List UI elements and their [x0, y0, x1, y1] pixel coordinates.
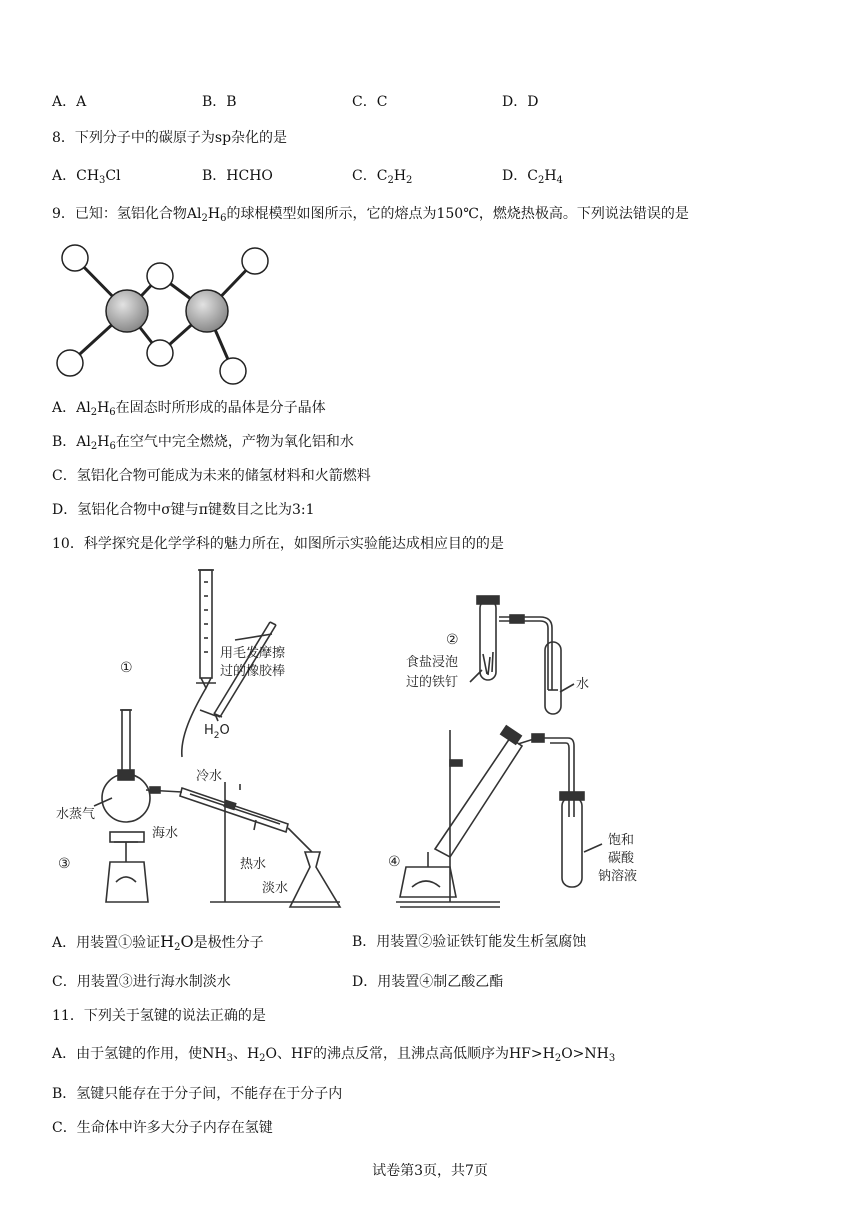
- q9-a-s1: 2: [90, 407, 98, 418]
- fresh-water-label: 淡水: [262, 881, 289, 896]
- al-atom-1: [106, 290, 148, 332]
- q11-option-b: B．氢键只能存在于分子间，不能存在于分子内: [52, 1086, 343, 1102]
- q11-a-1: A．由于氢键的作用，使NH: [52, 1046, 227, 1062]
- q10-a-2: 是极性分子: [193, 935, 264, 951]
- q10-option-a: [52, 932, 264, 953]
- q10-a-sub: 2: [174, 942, 181, 953]
- q8-d-c: C: [527, 168, 538, 184]
- al-atom-2: [186, 290, 228, 332]
- q9-option-d: D．氢铝化合物中σ键与π键数目之比为3:1: [52, 502, 315, 518]
- q8-a-tail: Cl: [105, 168, 121, 184]
- q8-stem: 8．下列分子中的碳原子为sp杂化的是: [52, 130, 288, 146]
- q9-stem-b: H: [207, 206, 221, 222]
- q11-a-s1: 3: [226, 1053, 233, 1064]
- q9-a-s2: 6: [109, 407, 116, 418]
- h-atom-3: [242, 248, 268, 274]
- q10-option-b: B．用装置②验证铁钉能发生析氢腐蚀: [352, 934, 587, 950]
- q9-stem: [52, 204, 689, 224]
- h2o-o: O: [219, 723, 230, 738]
- q8-a-prefix: A．: [52, 168, 77, 184]
- seawater-label: 海水: [152, 826, 179, 841]
- q8-c-c: C: [376, 168, 388, 184]
- q8-d-prefix: D．: [502, 168, 528, 184]
- q8-a-formula: CH: [76, 168, 100, 184]
- q7-option-a: A．A: [52, 94, 87, 110]
- q11-a-4: O>NH: [561, 1046, 609, 1062]
- h-atom-2: [147, 263, 173, 289]
- al2h6-ball-stick-model: [50, 236, 280, 386]
- q11-a-3: O、HF的沸点反常，且沸点高低顺序为HF>H: [265, 1046, 555, 1062]
- q11-a-s4: 3: [608, 1053, 616, 1064]
- apparatus-4-number: ④: [388, 854, 401, 870]
- q9-b-2: H: [97, 434, 110, 450]
- apparatus-1-number: ①: [120, 660, 133, 676]
- q9-stem-c: 的球棍模型如图所示，它的熔点为150℃，燃烧热极高。下列说法错误的是: [226, 206, 689, 222]
- q10-a-1: A．用装置①验证: [52, 935, 161, 951]
- q10-stem: 10．科学探究是化学学科的魅力所在，如图所示实验能达成相应目的的是: [52, 536, 504, 552]
- nail-label-1: 食盐浸泡: [406, 655, 459, 670]
- q11-option-a: [52, 1044, 615, 1064]
- q11-a-s2: 2: [259, 1053, 266, 1064]
- page-footer: 试卷第3页，共7页: [372, 1163, 488, 1179]
- hot-water-label: 热水: [240, 857, 267, 872]
- q7-option-b: B．B: [202, 94, 237, 110]
- h2o-label: [204, 723, 230, 741]
- q9-a-3: 在固态时所形成的晶体是分子晶体: [115, 400, 326, 416]
- q8-a-sub: 3: [99, 175, 106, 186]
- h2o-sub: 2: [213, 731, 220, 741]
- q9-option-a: [52, 398, 326, 418]
- q9-stem-sub1: 2: [201, 213, 208, 224]
- apparatus-3-number: ③: [58, 856, 71, 872]
- q8-d-h: H: [544, 168, 557, 184]
- h2o-h: H: [204, 723, 214, 738]
- q9-a-2: H: [97, 400, 110, 416]
- q10-a-h: H: [160, 932, 175, 951]
- q9-b-1: B．Al: [52, 434, 91, 450]
- cold-water-label: 冷水: [196, 769, 223, 784]
- nail-label-2: 过的铁钉: [406, 675, 459, 690]
- q9-stem-sub2: 6: [220, 213, 227, 224]
- q9-a-1: A．Al: [52, 400, 91, 416]
- q8-d-sub2: 4: [556, 175, 563, 186]
- q10-a-o: O: [180, 932, 194, 951]
- q8-option-a: [52, 166, 121, 186]
- saturated-label-1: 饱和: [608, 833, 635, 848]
- h-atom-5: [147, 340, 173, 366]
- q9-option-c: C．氢铝化合物可能成为未来的储氢材料和火箭燃料: [52, 468, 371, 484]
- saturated-label-3: 钠溶液: [598, 869, 638, 884]
- q9-b-s1: 2: [90, 441, 98, 452]
- q8-option-c: [352, 166, 412, 186]
- water-label: 水: [576, 677, 590, 692]
- q11-a-2: 、H: [232, 1046, 260, 1062]
- q10-apparatus-figure: [40, 562, 680, 922]
- saturated-label-2: 碳酸: [608, 851, 635, 866]
- rubber-rod-label-1: 用毛发摩擦: [220, 646, 286, 661]
- q9-option-b: [52, 432, 354, 452]
- q7-option-d: D．D: [502, 94, 539, 110]
- q8-c-h: H: [393, 168, 407, 184]
- q8-c-sub1: 2: [387, 175, 394, 186]
- q9-stem-a: 9．已知：氢铝化合物Al: [52, 206, 202, 222]
- q11-stem: 11．下列关于氢键的说法正确的是: [52, 1008, 266, 1024]
- h-atom-1: [62, 245, 88, 271]
- q10-option-c: C．用装置③进行海水制淡水: [52, 974, 231, 990]
- q10-option-d: D．用装置④制乙酸乙酯: [352, 974, 504, 990]
- apparatus-2-number: ②: [446, 632, 459, 648]
- q8-d-sub1: 2: [537, 175, 545, 186]
- h-atom-4: [57, 350, 83, 376]
- q7-option-c: C．C: [352, 94, 388, 110]
- h-atom-6: [220, 358, 246, 384]
- steam-label: 水蒸气: [56, 807, 96, 822]
- rubber-rod-label-2: 过的橡胶棒: [220, 664, 286, 679]
- q8-c-sub2: 2: [406, 175, 413, 186]
- q8-option-b: B．HCHO: [202, 168, 273, 184]
- q9-b-s2: 6: [109, 441, 116, 452]
- q8-option-d: [502, 166, 563, 186]
- q11-a-s3: 2: [554, 1053, 562, 1064]
- q11-option-c: C．生命体中许多大分子内存在氢键: [52, 1120, 273, 1136]
- q8-c-prefix: C．: [352, 168, 377, 184]
- q9-b-3: 在空气中完全燃烧，产物为氧化铝和水: [115, 434, 354, 450]
